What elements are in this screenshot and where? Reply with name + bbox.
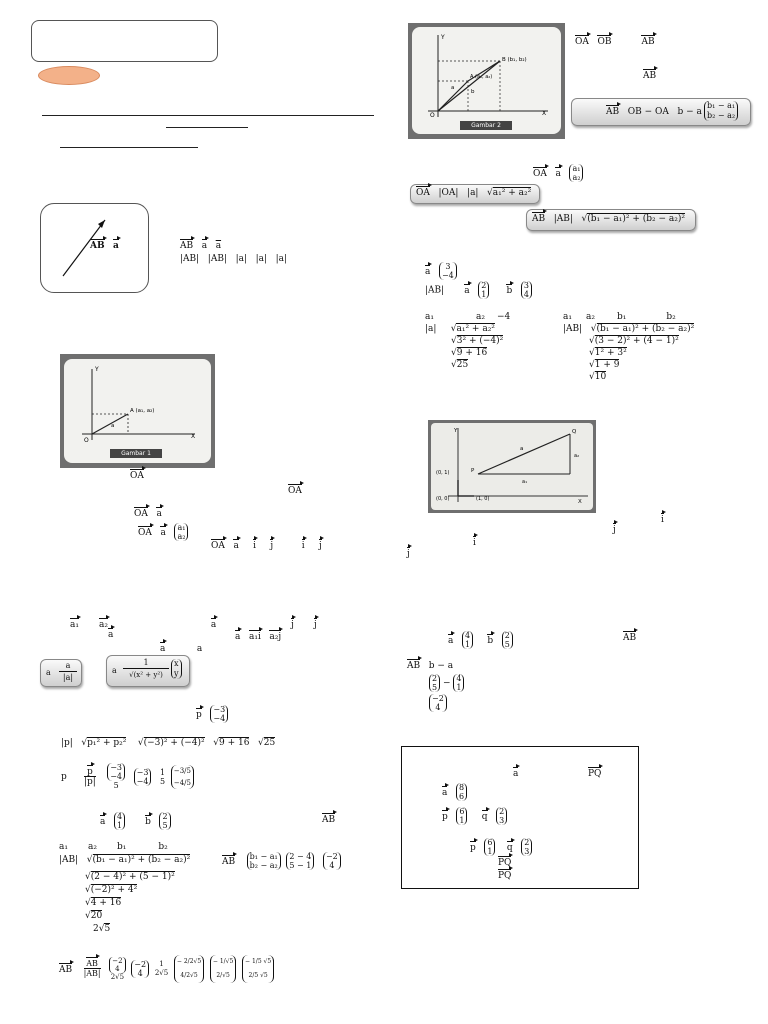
ij-line: OA a i j i j xyxy=(211,541,322,551)
right-top-labels: OA OB AB xyxy=(575,37,655,47)
svg-text:(0, 0): (0, 0) xyxy=(436,496,450,502)
i-label-2: i xyxy=(473,538,476,548)
unit-a-label: a xyxy=(108,630,114,640)
figure-3-graph xyxy=(428,420,596,513)
i-label-1: i xyxy=(661,515,664,525)
svg-text:X: X xyxy=(578,499,582,505)
divider-line-1 xyxy=(42,115,374,116)
svg-text:(1, 0): (1, 0) xyxy=(476,496,490,502)
example-1-unit: p $\frac{p}{|p|}$ −3 −4 5 −3 −4 1 5 −3/5 −4/5 xyxy=(61,763,194,790)
solution-a-heads: a₁ a₂ −4 xyxy=(425,312,511,322)
example-3-ab-label: AB xyxy=(623,633,637,643)
oa-coordinates-line: OA a a₁ a₂ xyxy=(533,164,583,182)
divider-line-3 xyxy=(60,147,198,148)
example-a-vector: a 3 −4 xyxy=(425,262,457,280)
svg-text:(0, 1): (0, 1) xyxy=(436,470,450,476)
svg-text:a: a xyxy=(451,85,455,91)
title-box xyxy=(31,20,218,62)
example-2-given: a 4 1 b 2 5 xyxy=(100,812,171,830)
svg-text:O: O xyxy=(84,437,89,444)
example-ab-vectors: |AB| a 2 1 b 3 4 xyxy=(425,281,532,299)
example-2-unit: AB $\frac{AB}{|AB|}$ −2 4 2√5 −2 4 1 2√5 − 2/2√5 4/2√5 − 1/√5 2/√5 − 1/5 √5 2/5 √5 xyxy=(59,955,274,983)
solution-b-heads: a₁ a₂ b₁ b₂ xyxy=(563,312,676,322)
oa-label-2: OA xyxy=(288,486,302,496)
svg-text:a₁: a₁ xyxy=(522,479,528,485)
figure-1-photo xyxy=(60,354,215,468)
svg-text:Y: Y xyxy=(441,34,445,41)
figure-2-photo xyxy=(408,23,565,139)
figure-3-photo xyxy=(428,420,596,513)
oa-label-1: OA xyxy=(130,471,144,481)
svg-text:A (a₁, a₂): A (a₁, a₂) xyxy=(130,408,155,414)
example-3-calc: AB b − a 2 5 − 4 1 −2 4 xyxy=(407,661,464,712)
svg-text:Y: Y xyxy=(95,366,99,373)
svg-text:X: X xyxy=(191,433,196,440)
j-label-1: j xyxy=(613,525,616,535)
svg-text:X: X xyxy=(542,110,547,117)
unit-vector-formula-button: a a |a| xyxy=(40,659,82,687)
example-3-given: a 4 1 b 2 5 xyxy=(448,631,513,649)
example-1-p: p −3 −4 xyxy=(196,705,228,723)
notation-row-1: AB a $\overline{a}$ xyxy=(180,241,222,251)
notation-row-2: |AB| |AB| |a| |a| |a| xyxy=(180,254,288,264)
svg-text:Q: Q xyxy=(572,429,577,435)
svg-text:b: b xyxy=(471,89,475,95)
svg-text:a: a xyxy=(520,446,524,452)
right-ab-label: AB xyxy=(643,71,657,81)
svg-text:B (b₁, b₂): B (b₁, b₂) xyxy=(502,57,527,63)
box-label-ab: AB xyxy=(90,241,105,251)
j-label-2: j xyxy=(407,549,410,559)
divider-line-2 xyxy=(166,127,248,128)
svg-text:P: P xyxy=(471,468,475,474)
oa-length-button: OA |OA| |a| √a₁² + a₂² xyxy=(410,184,540,204)
box-label-a: a xyxy=(113,241,119,251)
unit-vector-line-2: a a xyxy=(160,644,203,654)
figure-2-caption: Gambar 2 xyxy=(460,121,512,130)
unit-vector-line-1b: a a₁i a₂j xyxy=(235,632,282,642)
svg-text:a₂: a₂ xyxy=(574,453,580,459)
solution-b-steps: |AB| √(b₁ − a₁)² + (b₂ − a₂)² √(3 − 2)² + (4 − 1)² √1² + 3² √1 + 9 √10 xyxy=(563,324,695,382)
example-2-ab-vector: AB b₁ − a₁ b₂ − a₂ 2 − 4 5 − 1 −2 4 xyxy=(222,852,341,870)
example-2-norm-steps: |AB| √(b₁ − a₁)² + (b₂ − a₂)² √(2 − 4)² + (5 − 1)² √(−2)² + 4² √4 + 16 √20 2√5 xyxy=(59,855,191,934)
svg-text:Y: Y xyxy=(454,428,458,434)
unit-vector-xy-button: a 1 √(x² + y²) x y xyxy=(106,655,190,687)
exercise-box: a PQ a 8 6 p 6 1 q 2 3 p 6 1 q 2 3 PQ PQ xyxy=(401,746,639,889)
oa-a-line: OA a xyxy=(134,509,162,519)
svg-text:a: a xyxy=(111,423,115,429)
svg-text:A (a₁, a₂): A (a₁, a₂) xyxy=(470,74,493,80)
example-1-norm: |p| √p₁² + p₂² √(−3)² + (−4)² √9 + 16 √25 xyxy=(61,738,276,748)
svg-text:O: O xyxy=(430,112,435,119)
solution-a-steps: |a| √a₁² + a₂² √3² + (−4)² √9 + 16 √25 xyxy=(425,324,504,370)
oa-column-vector: OA a a₁ a₂ xyxy=(138,523,188,541)
unit-vector-line-1: a₁ a₂ a j j xyxy=(70,620,317,630)
example-2-ab-label: AB xyxy=(322,815,336,825)
ab-length-button: AB |AB| √(b₁ − a₁)² + (b₂ − a₂)² xyxy=(526,209,696,231)
title-oval-decoration xyxy=(38,66,100,85)
example-2-heads: a₁ a₂ b₁ b₂ xyxy=(59,842,168,852)
vector-illustration-box xyxy=(40,203,149,293)
figure-1-caption: Gambar 1 xyxy=(110,449,162,458)
ab-difference-button: AB OB − OA b − a b₁ − a₁ b₂ − a₂ xyxy=(571,98,751,126)
